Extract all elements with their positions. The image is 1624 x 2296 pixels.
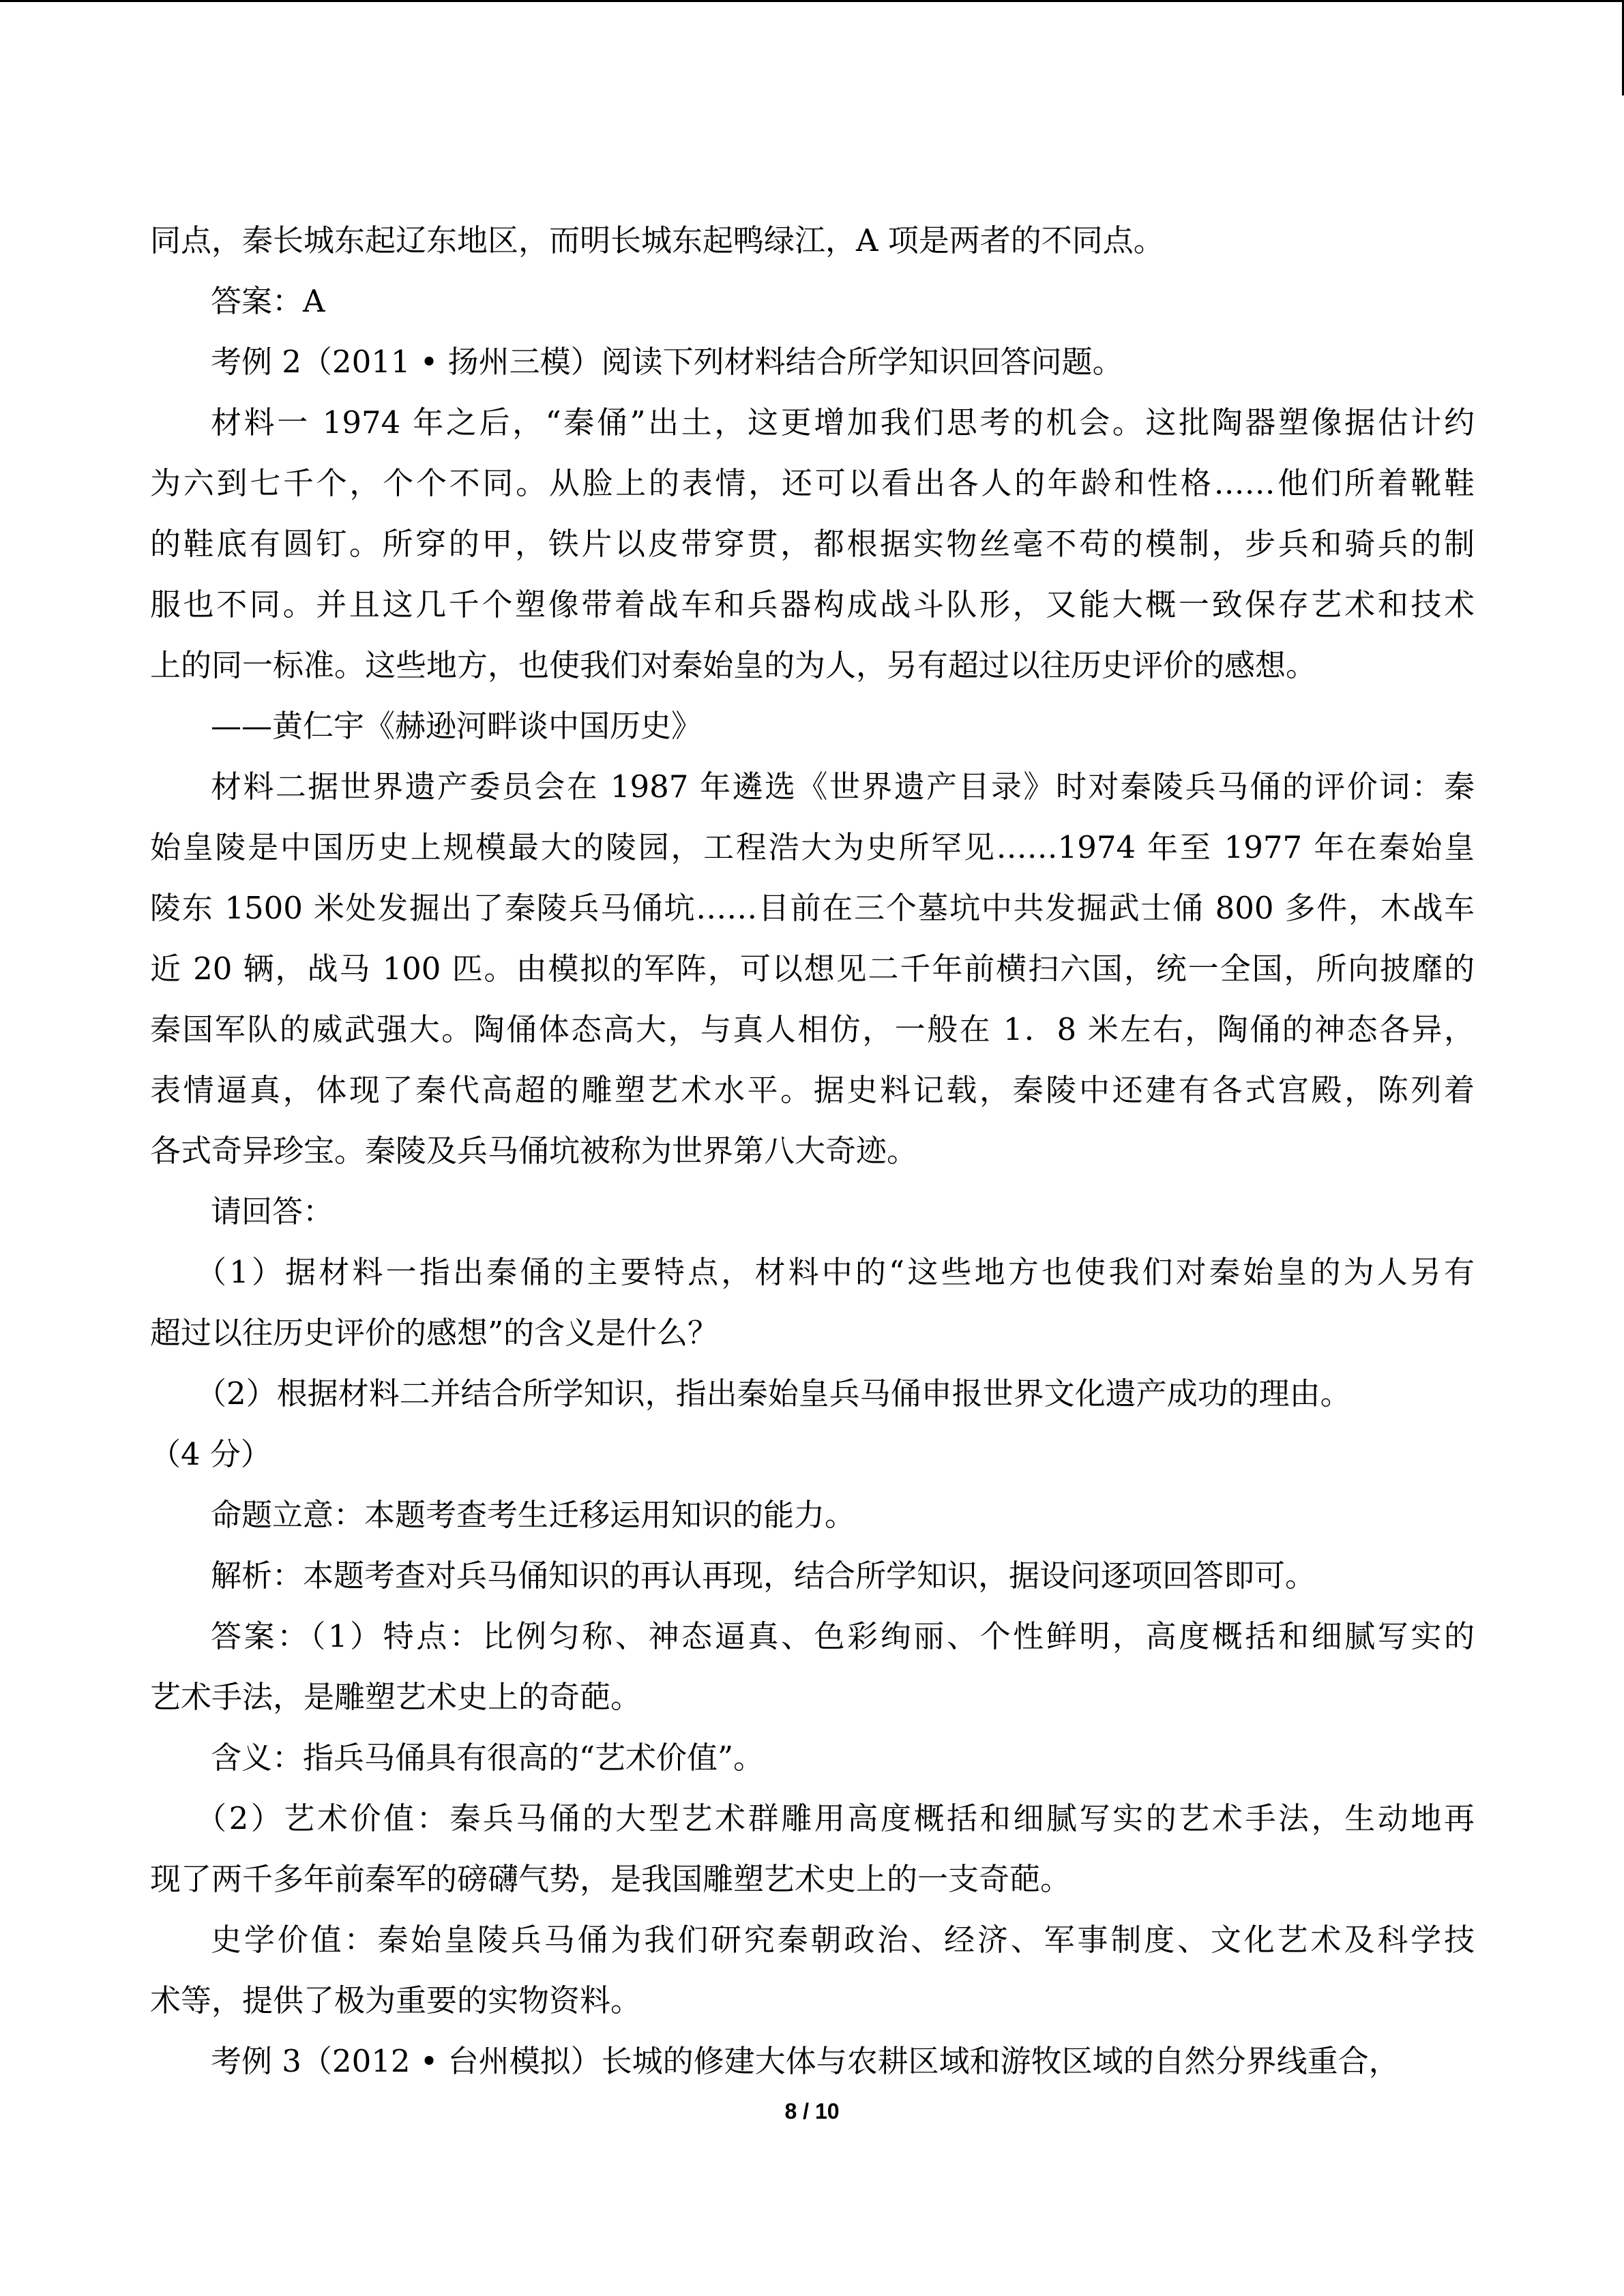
art-value-line: 现了两千多年前秦军的磅礴气势，是我国雕塑艺术史上的一支奇葩。 xyxy=(150,1861,1072,1897)
material-two-line: 陵东 1500 米处发掘出了秦陵兵马俑坑……目前在三个墓坑中共发掘武士俑 800 多件，木战车 xyxy=(150,890,1475,926)
material-two-line: 材料二据世界遗产委员会在 1987 年遴选《世界遗产目录》时对秦陵兵马俑的评价词：秦 xyxy=(211,769,1475,805)
page-number: 8 / 10 xyxy=(784,2099,840,2123)
document-body xyxy=(150,210,1475,2091)
question-one-line: 超过以往历史评价的感想”的含义是什么？ xyxy=(150,1315,719,1351)
history-value-line: 史学价值：秦始皇陵兵马俑为我们研究秦朝政治、经济、军事制度、文化艺术及科学技 xyxy=(211,1922,1475,1958)
material-one-line: 为六到七千个，个个不同。从脸上的表情，还可以看出各人的年龄和性格……他们所着靴鞋 xyxy=(150,465,1475,501)
question-one-line: （1）据材料一指出秦俑的主要特点，材料中的“这些地方也使我们对秦始皇的为人另有 xyxy=(196,1254,1475,1290)
answer-line: 艺术手法，是雕塑艺术史上的奇葩。 xyxy=(150,1679,642,1715)
question-two-line: （2）根据材料二并结合所学知识，指出秦始皇兵马俑申报世界文化遗产成功的理由。 xyxy=(196,1375,1351,1412)
material-two-line: 始皇陵是中国历史上规模最大的陵园，工程浩大为史所罕见……1974 年至 1977 年在秦始皇 xyxy=(150,829,1475,865)
meaning-line: 含义：指兵马俑具有很高的“艺术价值”。 xyxy=(211,1740,765,1776)
example-heading: 考例 3（2012 • 台州模拟）长城的修建大体与农耕区域和游牧区域的自然分界线重合， xyxy=(211,2043,1400,2079)
intent-line: 命题立意：本题考查考生迁移运用知识的能力。 xyxy=(211,1497,856,1533)
text-line: 同点，秦长城东起辽东地区，而明长城东起鸭绿江，A 项是两者的不同点。 xyxy=(150,222,1164,258)
history-value-line: 术等，提供了极为重要的实物资料。 xyxy=(150,1982,642,2018)
material-one-line: 的鞋底有圆钉。所穿的甲，铁片以皮带穿贯，都根据实物丝毫不苟的模制，步兵和骑兵的制 xyxy=(150,526,1475,562)
art-value-line: （2）艺术价值：秦兵马俑的大型艺术群雕用高度概括和细腻写实的艺术手法，生动地再 xyxy=(196,1800,1475,1836)
material-two-line: 近 20 辆，战马 100 匹。由模拟的军阵，可以想见二千年前横扫六国，统一全国，所向披靡的 xyxy=(150,951,1475,987)
page-top-border xyxy=(0,0,1624,2)
material-one-line: 材料一 1974 年之后，“秦俑”出土，这更增加我们思考的机会。这批陶器塑像据估计约 xyxy=(211,404,1475,441)
material-one-source: ——黄仁宇《赫逊河畔谈中国历史》 xyxy=(211,708,703,744)
question-prompt: 请回答： xyxy=(211,1193,334,1229)
example-heading: 考例 2（2011 • 扬州三模）阅读下列材料结合所学知识回答问题。 xyxy=(211,344,1123,380)
material-one-line: 上的同一标准。这些地方，也使我们对秦始皇的为人，另有超过以往历史评价的感想。 xyxy=(150,647,1317,683)
material-two-line: 表情逼真，体现了秦代高超的雕塑艺术水平。据史料记载，秦陵中还建有各式宫殿，陈列着 xyxy=(150,1072,1475,1108)
material-one-line: 服也不同。并且这几千个塑像带着战车和兵器构成战斗队形，又能大概一致保存艺术和技术 xyxy=(150,586,1475,623)
material-two-line: 各式奇异珍宝。秦陵及兵马俑坑被称为世界第八大奇迹。 xyxy=(150,1133,918,1169)
answer-line: 答案：A xyxy=(211,283,325,319)
material-two-line: 秦国军队的威武强大。陶俑体态高大，与真人相仿，一般在 1．8 米左右，陶俑的神态各异， xyxy=(150,1011,1475,1047)
question-two-score: （4 分） xyxy=(150,1436,271,1472)
answer-line: 答案：（1）特点：比例匀称、神态逼真、色彩绚丽、个性鲜明，高度概括和细腻写实的 xyxy=(211,1618,1475,1654)
analysis-line: 解析：本题考查对兵马俑知识的再认再现，结合所学知识，据设问逐项回答即可。 xyxy=(211,1557,1316,1594)
